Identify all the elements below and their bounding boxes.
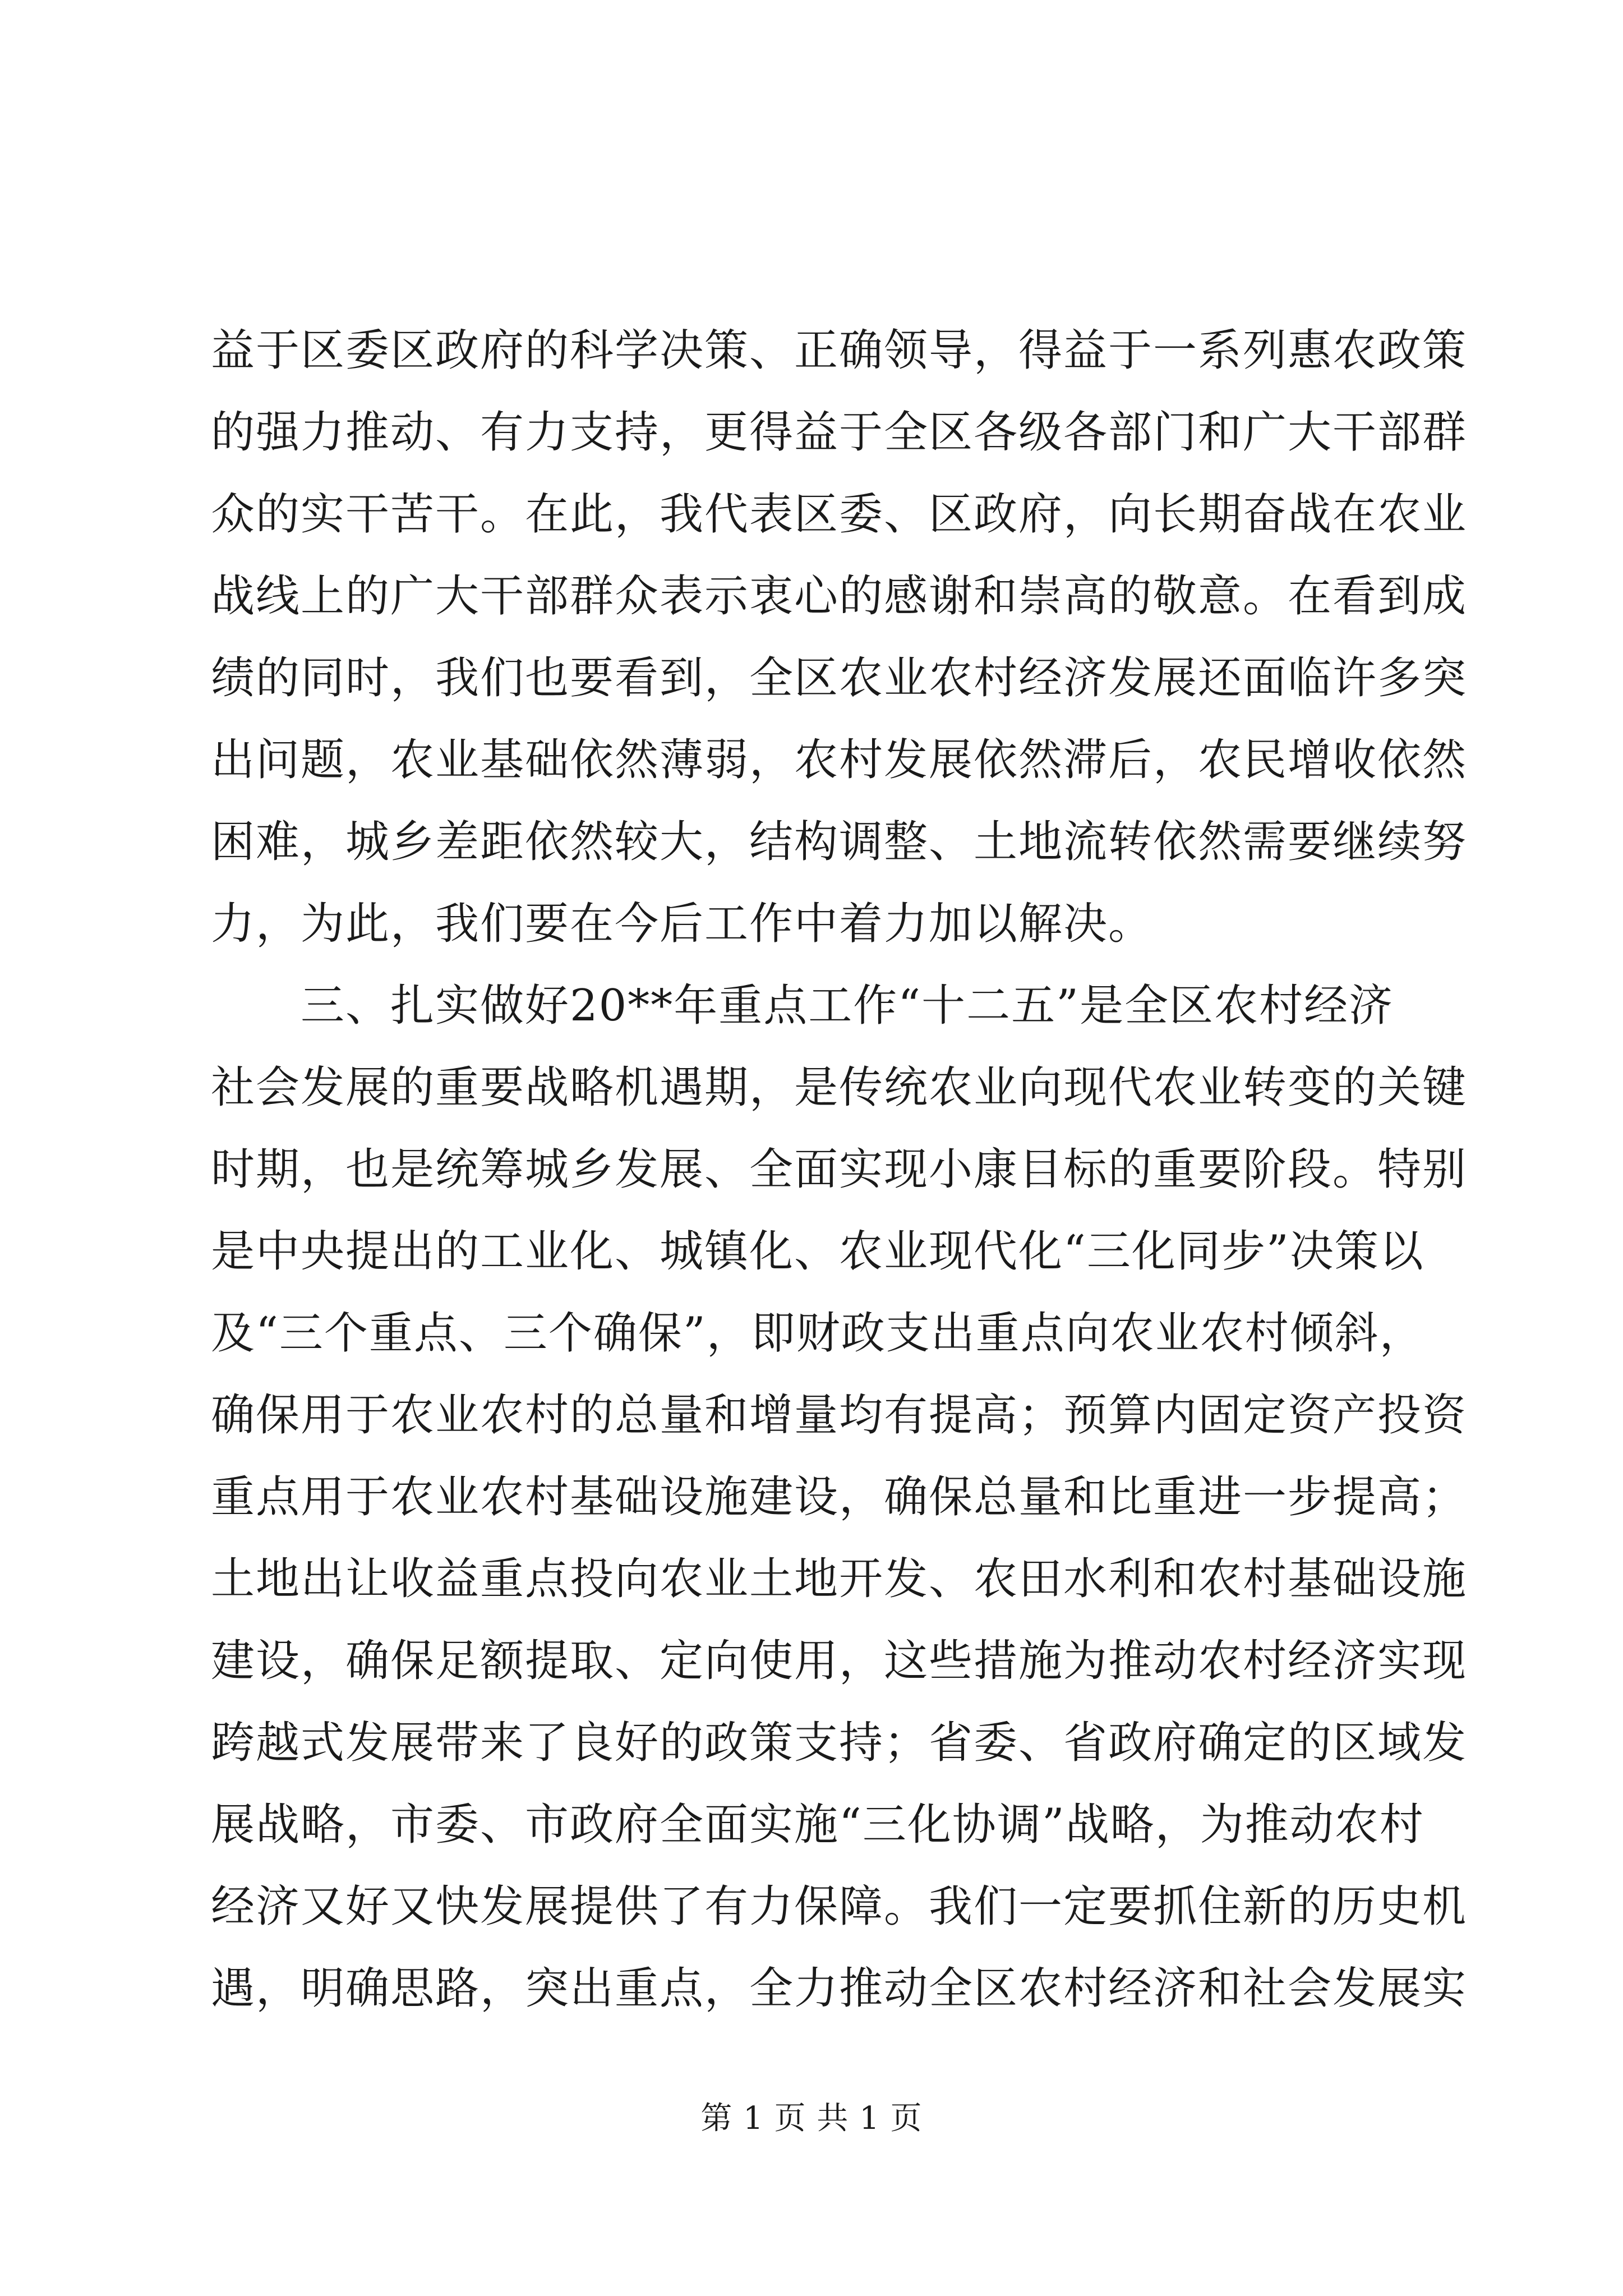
text-line: 绩的同时，我们也要看到，全区农业农村经济发展还面临许多突 [211, 653, 1468, 703]
text-line: 困难，城乡差距依然较大，结构调整、土地流转依然需要继续努 [211, 817, 1468, 867]
text-line: 经济又好又快发展提供了有力保障。我们一定要抓住新的历史机 [211, 1881, 1468, 1932]
text-line: 土地出让收益重点投向农业土地开发、农田水利和农村基础设施 [211, 1554, 1468, 1604]
text-line: 三、扎实做好20**年重点工作“十二五”是全区农村经济 [211, 981, 1394, 1031]
page-number-footer: 第 1 页 共 1 页 [700, 2100, 923, 2137]
text-line: 的强力推动、有力支持，更得益于全区各级各部门和广大干部群 [211, 407, 1468, 458]
body-text [211, 310, 1468, 2030]
text-line: 战线上的广大干部群众表示衷心的感谢和崇高的敬意。在看到成 [211, 571, 1468, 622]
text-line: 展战略，市委、市政府全面实施“三化协调”战略，为推动农村 [211, 1800, 1424, 1850]
text-line: 是中央提出的工业化、城镇化、农业现代化“三化同步”决策以 [211, 1226, 1424, 1277]
text-line: 重点用于农业农村基础设施建设，确保总量和比重进一步提高； [211, 1472, 1468, 1522]
text-line: 及“三个重点、三个确保”，即财政支出重点向农业农村倾斜， [211, 1308, 1424, 1359]
text-line: 时期，也是统筹城乡发展、全面实现小康目标的重要阶段。特别 [211, 1144, 1468, 1195]
text-line: 建设，确保足额提取、定向使用，这些措施为推动农村经济实现 [211, 1636, 1468, 1686]
text-line: 社会发展的重要战略机遇期，是传统农业向现代农业转变的关键 [211, 1062, 1468, 1113]
text-line: 确保用于农业农村的总量和增量均有提高；预算内固定资产投资 [211, 1390, 1468, 1441]
text-line: 益于区委区政府的科学决策、正确领导，得益于一系列惠农政策 [211, 325, 1468, 376]
text-line: 跨越式发展带来了良好的政策支持；省委、省政府确定的区域发 [211, 1718, 1468, 1768]
text-line: 力，为此，我们要在今后工作中着力加以解决。 [211, 899, 1154, 949]
text-line: 出问题，农业基础依然薄弱，农村发展依然滞后，农民增收依然 [211, 735, 1468, 785]
text-line: 众的实干苦干。在此，我代表区委、区政府，向长期奋战在农业 [211, 489, 1468, 540]
text-line: 遇，明确思路，突出重点，全力推动全区农村经济和社会发展实 [211, 1963, 1468, 2014]
